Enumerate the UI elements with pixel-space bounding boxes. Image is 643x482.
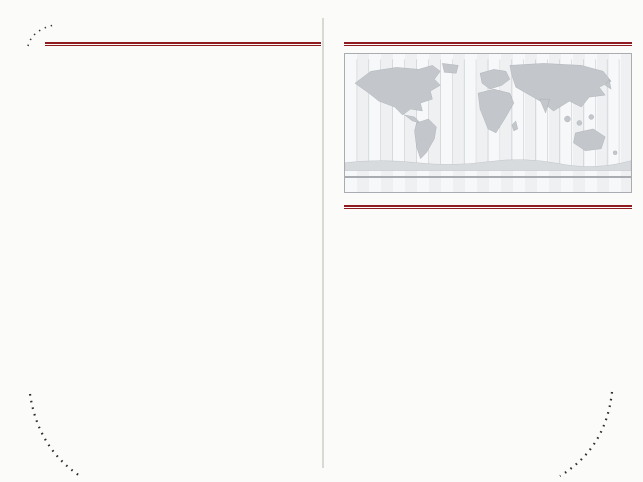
timezones-rule — [344, 42, 632, 46]
corner-dots-bottom-right — [554, 390, 618, 480]
holidays-rule — [45, 42, 321, 46]
units-column — [344, 217, 482, 219]
corner-dots-bottom-left — [24, 392, 84, 480]
units-rule — [344, 205, 632, 209]
currency-column — [497, 217, 632, 219]
timezone-scale-hours — [345, 176, 631, 178]
world-map — [345, 54, 631, 176]
continents — [355, 63, 617, 158]
world-map-box — [344, 53, 632, 193]
page-reference — [324, 0, 643, 482]
